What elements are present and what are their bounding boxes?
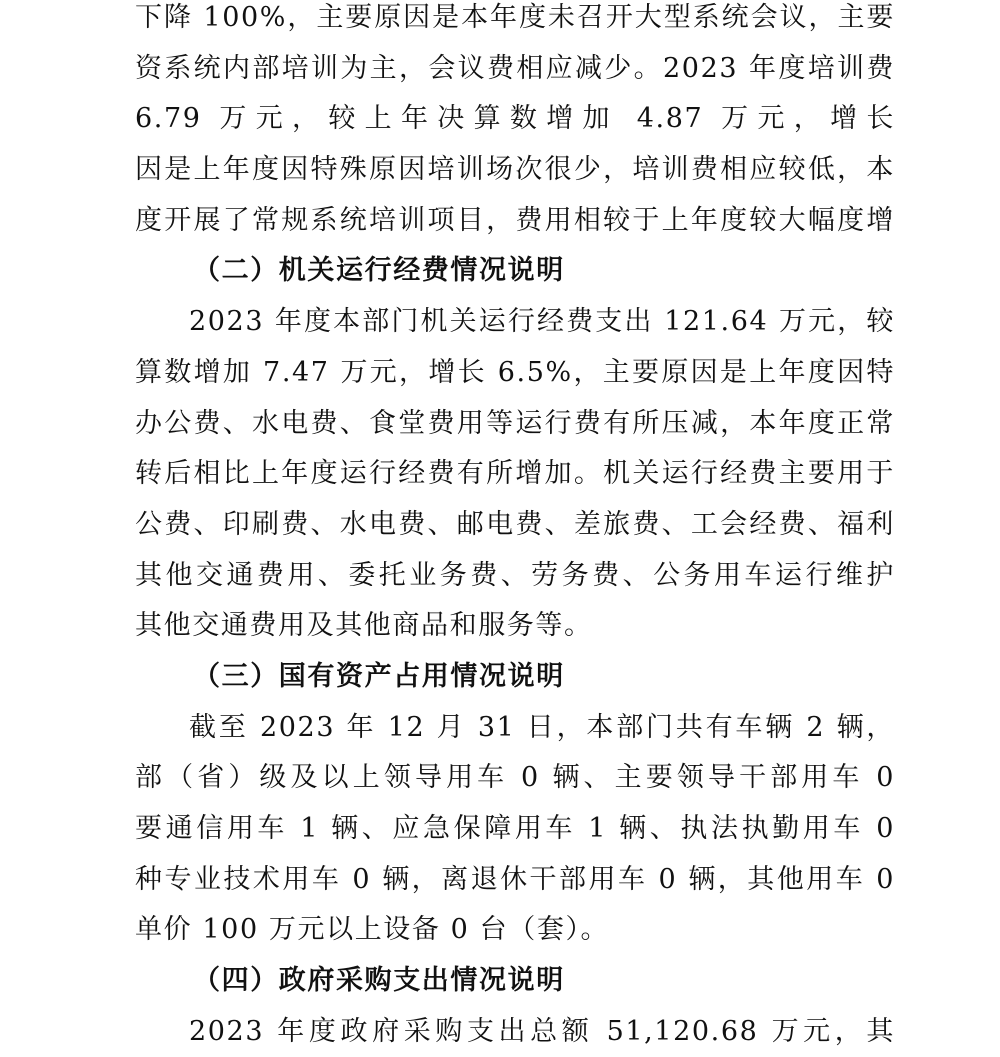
section-heading-government-procurement: （四）政府采购支出情况说明 [193, 965, 565, 997]
paragraph-government-procurement [135, 1007, 895, 1057]
text-line: 办公费、水电费、食堂费用等运行费有所压减，本年度正常 [135, 407, 895, 439]
section-heading-operating-expenses: （二）机关运行经费情况说明 [193, 255, 565, 287]
text-line: 公费、印刷费、水电费、邮电费、差旅费、工会经费、福利 [135, 508, 895, 540]
text-line: 单价 100 万元以上设备 0 台（套）。 [135, 914, 610, 946]
document-page [135, 0, 895, 1057]
text-line: 转后相比上年度运行经费有所增加。机关运行经费主要用于 [135, 458, 895, 490]
paragraph-state-assets [135, 703, 895, 956]
text-line: 截至 2023 年 12 月 31 日，本部门共有车辆 2 辆， [189, 711, 895, 743]
text-line: 2023 年度本部门机关运行经费支出 121.64 万元，较 [189, 306, 895, 338]
text-line: 种专业技术用车 0 辆，离退休干部用车 0 辆，其他用车 0 [135, 863, 895, 895]
text-line: 算数增加 7.47 万元，增长 6.5%，主要原因是上年度因特 [135, 356, 895, 388]
text-line: 要通信用车 1 辆、应急保障用车 1 辆、执法执勤用车 0 [135, 813, 895, 844]
text-line: 度开展了常规系统培训项目，费用相较于上年度较大幅度增 [135, 204, 895, 236]
text-line: 其他交通费用及其他商品和服务等。 [135, 610, 593, 642]
paragraph-continued [135, 0, 895, 246]
text-line: 部（省）级及以上领导用车 0 辆、主要领导干部用车 0 [135, 762, 895, 794]
text-line: 下降 100%，主要原因是本年度未召开大型系统会议，主要 [135, 2, 895, 33]
text-line: 其他交通费用、委托业务费、劳务费、公务用车运行维护 [135, 559, 895, 591]
text-line: 6.79 万元，较上年决算数增加 4.87 万元，增长 [135, 103, 895, 135]
paragraph-operating-expenses [135, 297, 895, 652]
text-line: 因是上年度因特殊原因培训场次很少，培训费相应较低，本 [135, 154, 895, 186]
text-line: 2023 年度政府采购支出总额 51,120.68 万元，其 [189, 1015, 895, 1047]
text-line: 资系统内部培训为主，会议费相应减少。2023 年度培训费 [135, 52, 895, 84]
section-heading-state-assets: （三）国有资产占用情况说明 [193, 660, 565, 692]
